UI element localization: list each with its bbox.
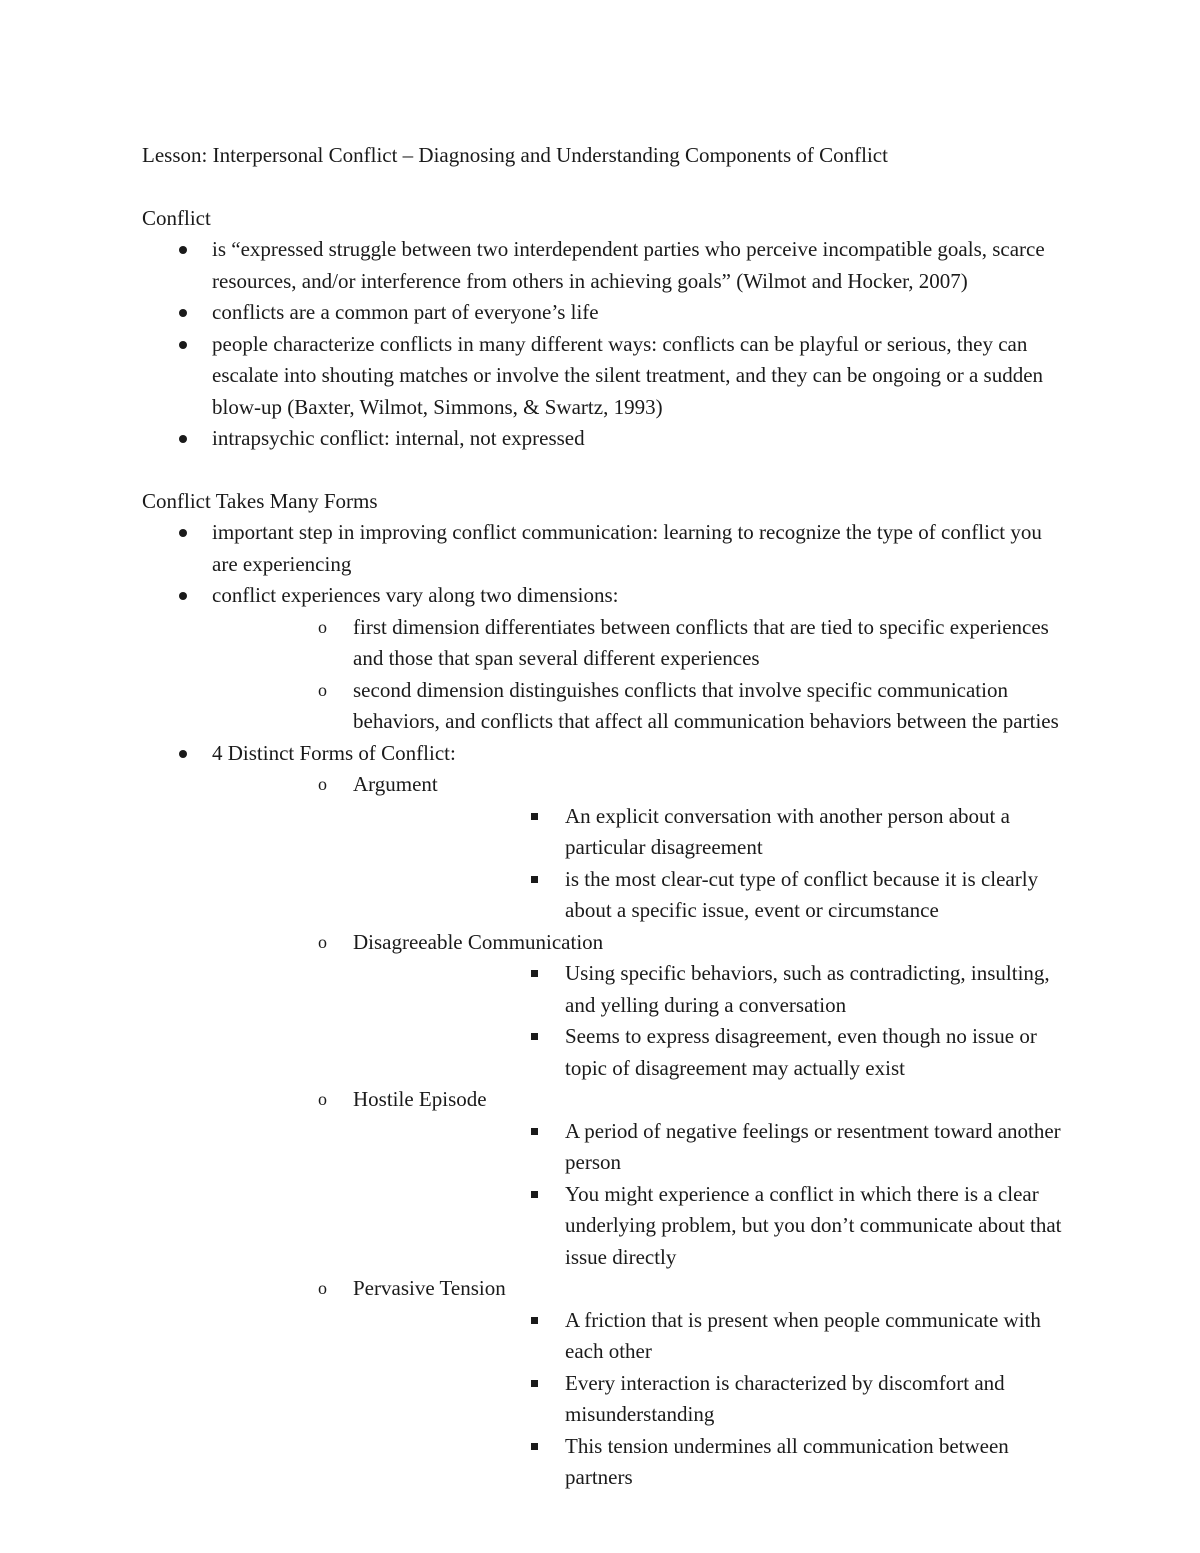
circle-bullet-icon: o bbox=[318, 931, 327, 952]
conflict-list bbox=[142, 234, 1062, 455]
dimensions-list bbox=[282, 612, 1062, 738]
form-point-text: An explicit conversation with another person about a particular disagreement bbox=[565, 803, 1010, 859]
list-item-text: intrapsychic conflict: internal, not expressed bbox=[212, 426, 585, 450]
section-heading-forms: Conflict Takes Many Forms bbox=[142, 488, 378, 513]
list-item-text: conflicts are a common part of everyone’s life bbox=[212, 300, 599, 324]
list-item bbox=[142, 738, 1062, 1494]
circle-bullet-icon: o bbox=[318, 774, 327, 794]
square-bullet-icon bbox=[531, 970, 538, 977]
sub-list-item bbox=[212, 612, 1062, 675]
form-item-disagreeable-communication bbox=[212, 927, 1062, 1085]
form-point bbox=[353, 1305, 1062, 1368]
square-bullet-icon bbox=[531, 876, 538, 883]
form-name: Disagreeable Communication bbox=[353, 929, 604, 954]
list-item bbox=[142, 234, 1062, 297]
spacer bbox=[142, 455, 1062, 486]
form-point bbox=[353, 1179, 1062, 1274]
spacer bbox=[142, 172, 1062, 203]
list-item-text: conflict experiences vary along two dimensions: bbox=[212, 583, 619, 607]
list-item-text: people characterize conflicts in many different ways: conflicts can be playful or serious, they can escalate into shouting matches or involve the silent treatment, and they can be ongoing or a sudden blow-up (Baxter, Wilmot, Simmons, & Swartz, 1993) bbox=[212, 331, 1044, 419]
form-item-hostile-episode bbox=[212, 1084, 1062, 1273]
list-item-text: 4 Distinct Forms of Conflict: bbox=[212, 740, 456, 765]
form-point-text: Seems to express disagreement, even though no issue or topic of disagreement may actually exist bbox=[565, 1024, 1037, 1080]
list-item bbox=[142, 423, 1062, 455]
list-item bbox=[142, 517, 1062, 580]
form-name: Argument bbox=[353, 772, 438, 796]
form-point-text: A friction that is present when people communicate with each other bbox=[565, 1307, 1041, 1363]
square-bullet-icon bbox=[531, 1317, 538, 1324]
form-point bbox=[353, 1021, 1062, 1084]
square-bullet-icon bbox=[531, 1380, 538, 1387]
form-point-text: Using specific behaviors, such as contradicting, insulting, and yelling during a conversation bbox=[565, 961, 1050, 1017]
list-item-text: important step in improving conflict communication: learning to recognize the type of conflict you are experiencing bbox=[212, 520, 1042, 576]
forms-sublist bbox=[282, 769, 1062, 1494]
form-point-text: is the most clear-cut type of conflict because it is clearly about a specific issue, event or circumstance bbox=[565, 866, 1039, 922]
page-title: Lesson: Interpersonal Conflict – Diagnosing and Understanding Components of Conflict bbox=[142, 143, 888, 167]
form-point bbox=[353, 1116, 1062, 1179]
form-points bbox=[494, 958, 1062, 1084]
document-page bbox=[142, 140, 1062, 1494]
form-name: Pervasive Tension bbox=[353, 1276, 506, 1300]
sub-list-item bbox=[212, 675, 1062, 738]
form-point bbox=[353, 864, 1062, 927]
forms-list bbox=[142, 517, 1062, 1494]
square-bullet-icon bbox=[531, 1033, 538, 1040]
form-point bbox=[353, 801, 1062, 864]
form-point-text: Every interaction is characterized by discomfort and misunderstanding bbox=[565, 1370, 1005, 1426]
form-point-text: A period of negative feelings or resentment toward another person bbox=[565, 1118, 1061, 1174]
square-bullet-icon bbox=[531, 1128, 538, 1135]
circle-bullet-icon: o bbox=[318, 679, 327, 700]
form-points bbox=[494, 1116, 1062, 1274]
section-heading-conflict: Conflict bbox=[142, 205, 211, 230]
square-bullet-icon bbox=[531, 1191, 538, 1198]
square-bullet-icon bbox=[531, 813, 538, 820]
sub-list-item-text: second dimension distinguishes conflicts that involve specific communication behaviors, and conflicts that affect all communication behaviors between the parties bbox=[353, 677, 1059, 733]
list-item bbox=[142, 329, 1062, 424]
form-point bbox=[353, 1431, 1062, 1494]
form-point bbox=[353, 958, 1062, 1021]
sub-list-item-text: first dimension differentiates between conflicts that are tied to specific experiences and those that span several different experiences bbox=[353, 614, 1049, 670]
circle-bullet-icon: o bbox=[318, 616, 327, 637]
list-item bbox=[142, 580, 1062, 738]
form-item-argument bbox=[212, 769, 1062, 927]
form-item-pervasive-tension bbox=[212, 1273, 1062, 1494]
form-point-text: This tension undermines all communication between partners bbox=[565, 1433, 1009, 1489]
form-point-text: You might experience a conflict in which there is a clear underlying problem, but you don’t communicate about that issue directly bbox=[565, 1181, 1062, 1269]
form-name: Hostile Episode bbox=[353, 1087, 487, 1111]
circle-bullet-icon: o bbox=[318, 1089, 327, 1109]
list-item-text: is “expressed struggle between two interdependent parties who perceive incompatible goals, scarce resources, and/or interference from others in achieving goals” (Wilmot and Hocker, 2007) bbox=[212, 237, 1045, 293]
form-point bbox=[353, 1368, 1062, 1431]
circle-bullet-icon: o bbox=[318, 1278, 327, 1298]
list-item bbox=[142, 297, 1062, 329]
square-bullet-icon bbox=[531, 1443, 538, 1450]
form-points bbox=[494, 801, 1062, 927]
form-points bbox=[494, 1305, 1062, 1494]
